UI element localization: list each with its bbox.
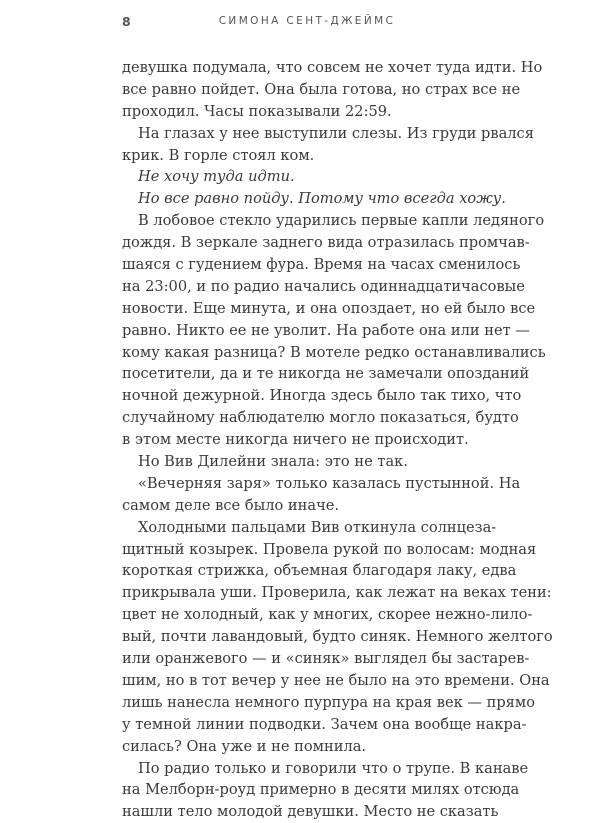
text-line: короткая стрижка, объемная благодаря лаку, едва bbox=[122, 562, 517, 580]
text-line: На глазах у нее выступили слезы. Из груди рвался bbox=[138, 124, 534, 142]
text-line: цвет не холодный, как у многих, скорее нежно-лило- bbox=[122, 606, 533, 624]
text-line: проходил. Часы показывали 22:59. bbox=[122, 102, 392, 120]
text-line: Но все равно пойду. Потому что всегда хожу. bbox=[138, 190, 506, 208]
text-line: щитный козырек. Провела рукой по волосам: модная bbox=[122, 540, 537, 558]
text-line: посетители, да и те никогда не замечали опозданий bbox=[122, 365, 530, 383]
text-line: все равно пойдет. Она была готова, но страх все не bbox=[122, 80, 521, 98]
text-line: В лобовое стекло ударились первые капли ледяного bbox=[138, 212, 545, 230]
text-line: крик. В горле стоял ком. bbox=[122, 146, 315, 164]
text-line: силась? Она уже и не помнила. bbox=[122, 737, 367, 755]
text-line: лишь нанесла немного пурпура на края век — прямо bbox=[122, 693, 536, 711]
page-header bbox=[122, 14, 492, 34]
text-line: девушка подумала, что совсем не хочет туда идти. Но bbox=[122, 59, 543, 76]
text-line: в этом месте никогда ничего не происходит. bbox=[122, 431, 469, 449]
text-line: на Мелборн-роуд примерно в десяти милях отсюда bbox=[122, 781, 520, 799]
text-line: у темной линии подводки. Зачем она вообще накра- bbox=[122, 715, 527, 733]
text-line: Не хочу туда идти. bbox=[138, 168, 295, 186]
text-line: По радио только и говорили что о трупе. В канаве bbox=[138, 759, 529, 777]
text-line: самом деле все было иначе. bbox=[122, 496, 340, 514]
text-line: равно. Никто ее не уволит. На работе она или нет — bbox=[122, 321, 530, 339]
text-line: Холодными пальцами Вив откинула солнцеза- bbox=[138, 518, 497, 536]
text-line: ночной дежурной. Иногда здесь было так тихо, что bbox=[122, 387, 522, 405]
text-line: или оранжевого — и «синяк» выглядел бы застарев- bbox=[122, 650, 530, 668]
running-title: СИМОНА СЕНТ-ДЖЕЙМС bbox=[218, 15, 396, 27]
text-line: дождя. В зеркале заднего вида отразилась промчав- bbox=[122, 234, 530, 252]
text-line: шим, но в тот вечер у нее не было на это времени. Она bbox=[122, 671, 550, 689]
text-line: «Вечерняя заря» только казалась пустынной. На bbox=[138, 474, 521, 492]
text-line: кому какая разница? В мотеле редко останавливались bbox=[122, 343, 546, 361]
page-number: 8 bbox=[122, 14, 131, 29]
text-line: новости. Еще минута, и она опоздает, но ей было все bbox=[122, 299, 536, 317]
body-text bbox=[122, 57, 553, 823]
text-line: на 23:00, и по радио начались одиннадцатичасовые bbox=[122, 277, 525, 295]
text-line: Но Вив Дилейни знала: это не так. bbox=[138, 453, 408, 471]
text-line: нашли тело молодой девушки. Место не сказать bbox=[122, 803, 499, 821]
text-line: прикрывала уши. Проверила, как лежат на веках тени: bbox=[122, 584, 552, 602]
text-line: вый, почти лавандовый, будто синяк. Немного желтого bbox=[122, 628, 553, 646]
text-line: случайному наблюдателю могло показаться, будто bbox=[122, 409, 519, 427]
text-line: шаяся с гудением фура. Время на часах сменилось bbox=[122, 256, 521, 274]
